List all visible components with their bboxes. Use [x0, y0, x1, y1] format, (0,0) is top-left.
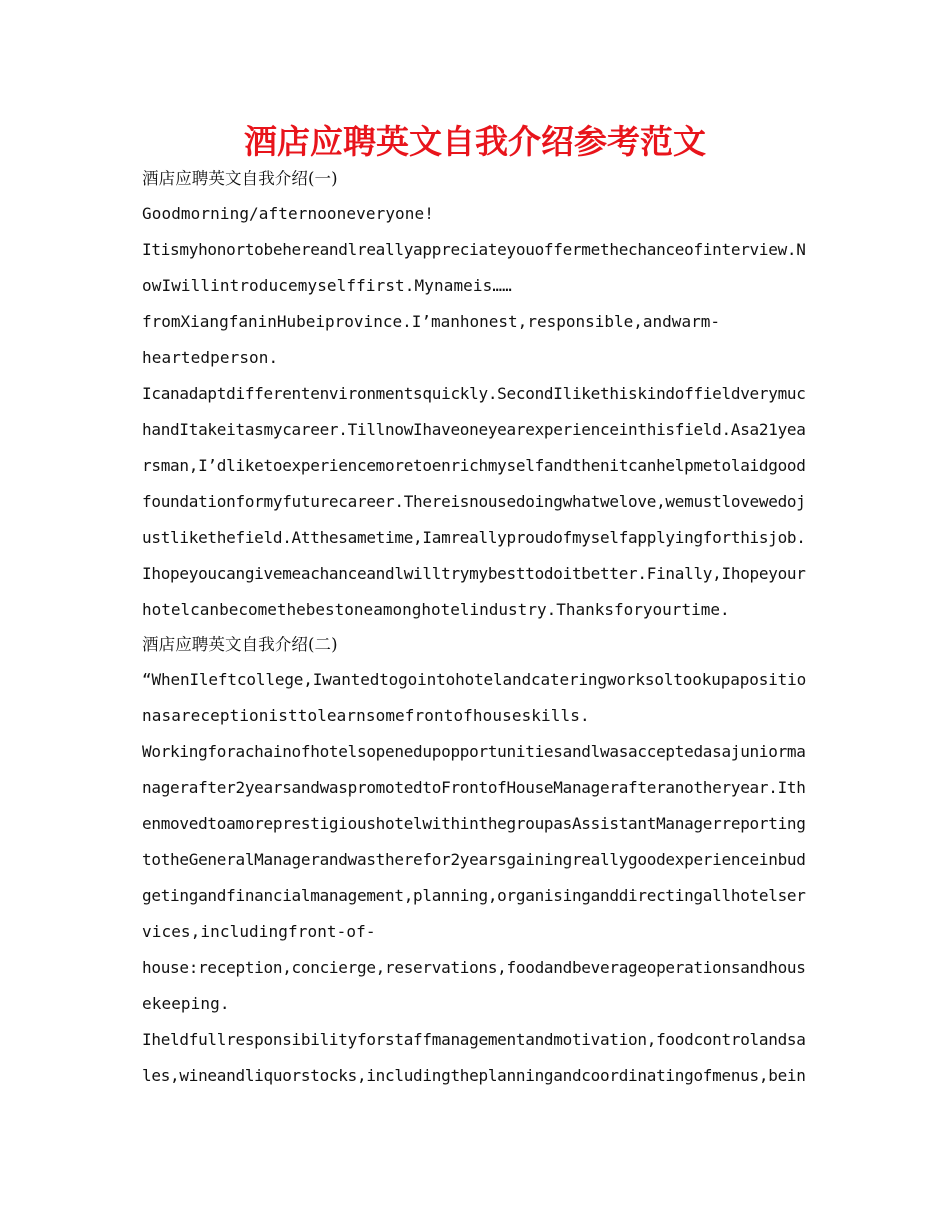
body-text-line: Iheldfullresponsibilityforstaffmanagementandmotivation,foodcontrolandsa	[142, 1030, 806, 1049]
body-text-line: Goodmorning/afternooneveryone!	[142, 204, 434, 223]
body-text-line: enmovedtoamoreprestigioushotelwithinthegroupasAssistantManagerreporting	[142, 814, 806, 833]
document-title: 酒店应聘英文自我介绍参考范文	[244, 122, 706, 161]
body-text-line: getingandfinancialmanagement,planning,organisinganddirectingallhotelser	[142, 886, 806, 905]
section-heading: 酒店应聘英文自我介绍(一)	[142, 169, 338, 188]
body-text-line: ekeeping.	[142, 994, 230, 1013]
body-text-line: fromXiangfaninHubeiprovince.I’manhonest,responsible,andwarm-	[142, 312, 720, 331]
body-text-line: rsman,I’dliketoexperiencemoretoenrichmyselfandthenitcanhelpmetolaidgood	[142, 456, 806, 475]
body-text-line: les,wineandliquorstocks,includingtheplanningandcoordinatingofmenus,bein	[142, 1066, 806, 1085]
body-text-line: vices,includingfront-of-	[142, 922, 376, 941]
section-heading: 酒店应聘英文自我介绍(二)	[142, 635, 338, 654]
body-text-line: Ihopeyoucangivemeachanceandlwilltrymybesttodoitbetter.Finally,Ihopeyour	[142, 564, 806, 583]
body-text-line: ustlikethefield.Atthesametime,Iamreallyproudofmyselfapplyingforthisjob.	[142, 528, 806, 547]
document-body	[142, 162, 806, 1094]
body-text-line: totheGeneralManagerandwastherefor2yearsgainingreallygoodexperienceinbud	[142, 850, 806, 869]
body-text-line: hotelcanbecomethebestoneamonghotelindustry.Thanksforyourtime.	[142, 600, 730, 619]
body-text-line: “WhenIleftcollege,Iwantedtogointohotelandcateringworksoltookupapositio	[142, 670, 806, 689]
body-text-line: house:reception,concierge,reservations,foodandbeverageoperationsandhous	[142, 958, 806, 977]
body-text-line: handItakeitasmycareer.TillnowIhaveoneyearexperienceinthisfield.Asa21yea	[142, 420, 806, 439]
body-text-line: nagerafter2yearsandwaspromotedtoFrontofHouseManagerafteranotheryear.Ith	[142, 778, 806, 797]
body-text-line: owIwillintroducemyselffirst.Mynameis……	[142, 276, 512, 295]
body-text-line: heartedperson.	[142, 348, 279, 367]
body-text-line: foundationformyfuturecareer.Thereisnousedoingwhatwelove,wemustlovewedoj	[142, 492, 806, 511]
body-text-line: Workingforachainofhotelsopenedupopportunitiesandlwasacceptedasajuniorma	[142, 742, 806, 761]
body-text-line: Icanadaptdifferentenvironmentsquickly.SecondIlikethiskindoffieldverymuc	[142, 384, 806, 403]
body-text-line: Itismyhonortobehereandlreallyappreciateyouoffermethechanceofinterview.N	[142, 240, 806, 259]
body-text-line: nasareceptionisttolearnsomefrontofhouseskills.	[142, 706, 590, 725]
